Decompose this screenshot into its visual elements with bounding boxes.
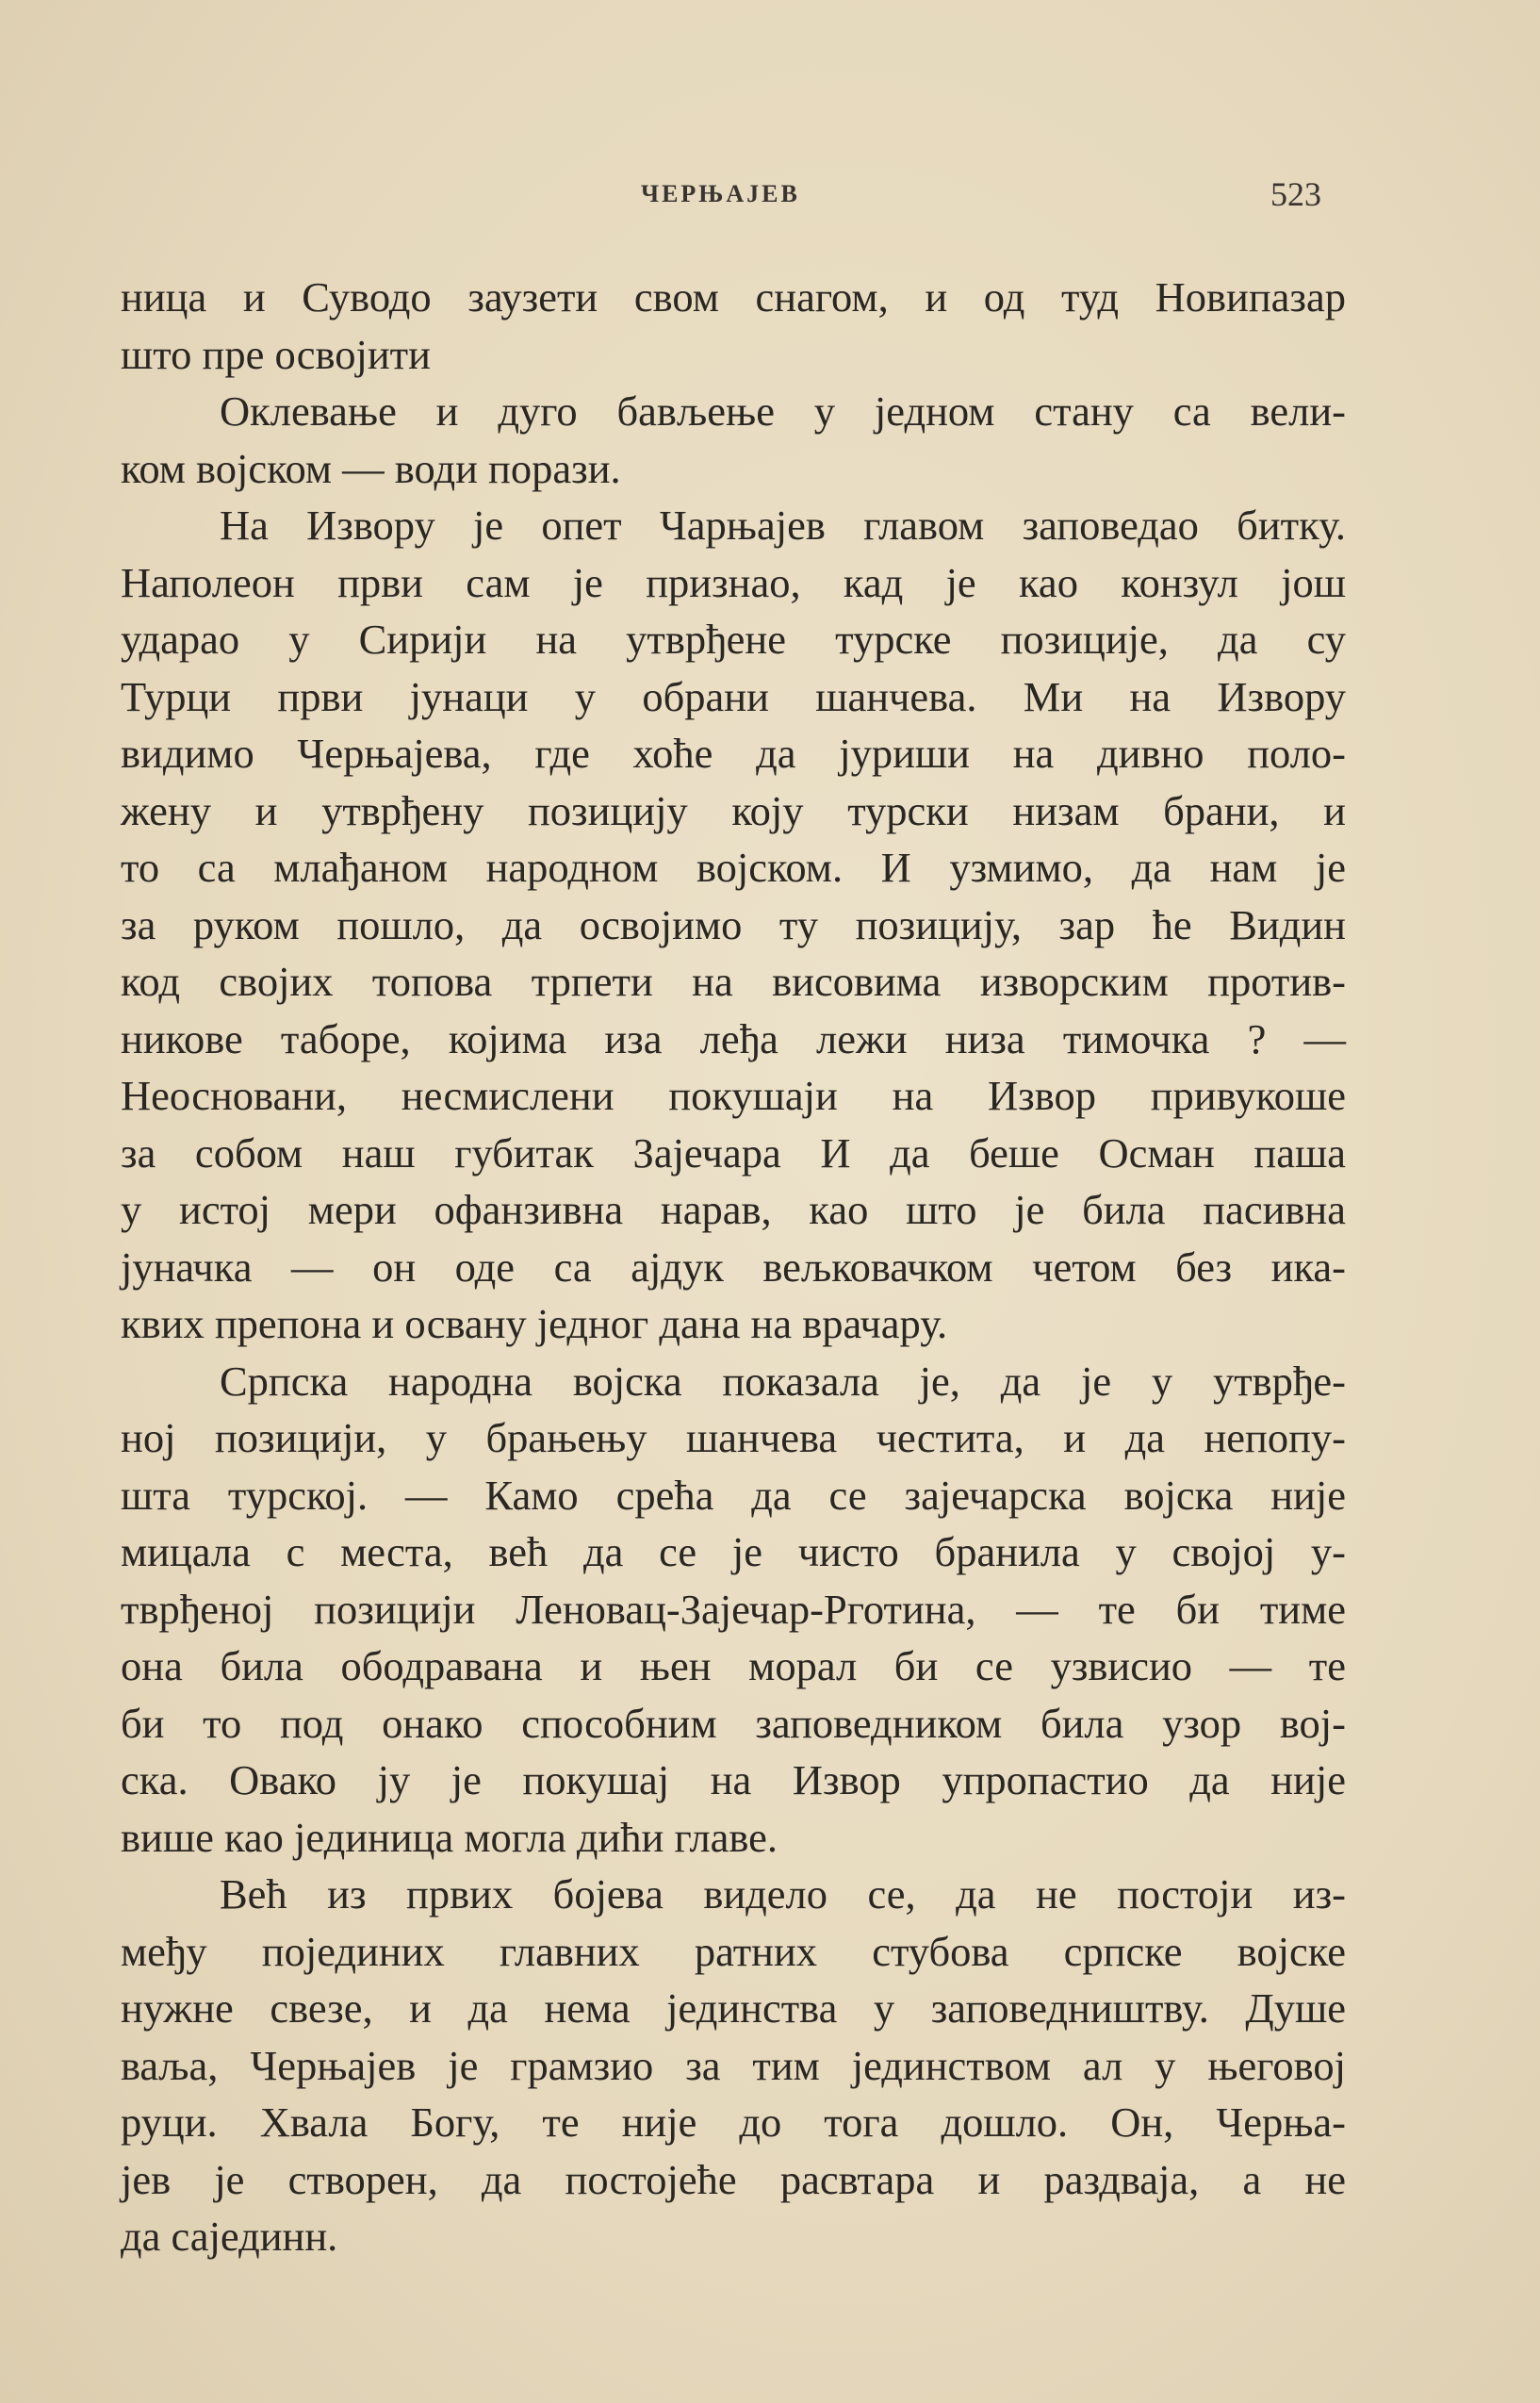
text-line: ударао у Сирији на утврђене турске позиције, да су — [121, 616, 1346, 663]
text-line: шта турској. — Камо срећа да се зајечарска војска није — [121, 1471, 1346, 1519]
text-line: На Извору је опет Чарњајев главом заповедао битку. — [220, 502, 1346, 549]
text-line: Турци први јунаци у обрани шанчева. Ми на Извору — [121, 672, 1346, 720]
text-line: Српска народна војска показала је, да је у утврђе- — [220, 1357, 1346, 1405]
body-text — [121, 269, 1346, 2265]
text-line: у истој мери офанзивна нарав, као што је била пасивна — [121, 1186, 1346, 1233]
page-header — [0, 174, 1540, 222]
text-line: ној позицији, у брањењу шанчева честита, и да непопу- — [121, 1414, 1346, 1461]
text-line: никове таборе, којима иза леђа лежи низа тимочка ? — — [121, 1014, 1346, 1062]
text-line: ком војском — води порази. — [121, 444, 621, 492]
paragraph — [121, 383, 1346, 497]
text-line: код својих топова трпети на висовима изворским против- — [121, 958, 1346, 1005]
text-line: што пре освојити — [121, 330, 431, 378]
paragraph — [121, 497, 1346, 1353]
text-line: јуначка — он оде са ајдук вељковачком четом без ика- — [121, 1243, 1346, 1291]
text-line: то са млађаном народном војском. И узмимо, да нам је — [121, 844, 1346, 891]
text-line: она била ободравана и њен морал би се узвисио — те — [121, 1642, 1346, 1689]
text-line: ваља, Черњајев је грамзио за тим јединством ал у његовој — [121, 2041, 1346, 2089]
text-line: међу појединих главних ратних стубова српске војске — [121, 1927, 1346, 1975]
text-line: нужне свезе, и да нема јединства у заповедништву. Душе — [121, 1984, 1346, 2032]
text-line: Неосновани, несмислени покушаји на Извор привукоше — [121, 1072, 1346, 1119]
text-line: Оклевање и дуго бављење у једном стану са вели- — [220, 387, 1346, 435]
text-line: квих препона и освану једног дана на врачару. — [121, 1300, 948, 1347]
text-line: Већ из првих бојева видело се, да не постоји из- — [220, 1870, 1346, 1917]
text-line: за собом наш губитак Зајечара И да беше Осман паша — [121, 1128, 1346, 1177]
text-line: јев је створен, да постојеће расвтара и раздваја, а не — [121, 2155, 1346, 2203]
running-head: ЧЕРЊАЈЕВ — [641, 180, 800, 207]
page-number: 523 — [1270, 175, 1321, 213]
text-line: видимо Черњајева, где хоће да јуриши на дивно поло- — [121, 730, 1346, 777]
paragraph — [121, 1353, 1346, 1867]
text-line: мицала с места, већ да се је чисто бранила у својој у- — [121, 1528, 1346, 1575]
text-line: ница и Суводо заузети свом снагом, и од туд Новипазар — [121, 273, 1346, 321]
text-line: руци. Хвала Богу, те није до тога дошло. Он, Черња- — [121, 2099, 1346, 2146]
text-line: да сајединн. — [121, 2213, 338, 2260]
paragraph — [121, 269, 1346, 383]
text-line: више као јединица могла дићи главе. — [121, 1813, 778, 1861]
text-line: ска. Овако ју је покушај на Извор упропастио да није — [121, 1756, 1346, 1803]
text-line: би то под онако способним заповедником била узор вој- — [121, 1699, 1346, 1747]
text-line: Наполеон први сам је признао, кад је као конзул још — [121, 558, 1346, 606]
text-line: жену и утврђену позицију коју турски низам брани, и — [121, 786, 1346, 834]
text-line: тврђеној позицији Леновац-Зајечар-Рготина, — те би тиме — [121, 1585, 1346, 1633]
text-line: за руком пошло, да освојимо ту позицију, зар ће Видин — [121, 900, 1346, 948]
paragraph — [121, 1866, 1346, 2265]
